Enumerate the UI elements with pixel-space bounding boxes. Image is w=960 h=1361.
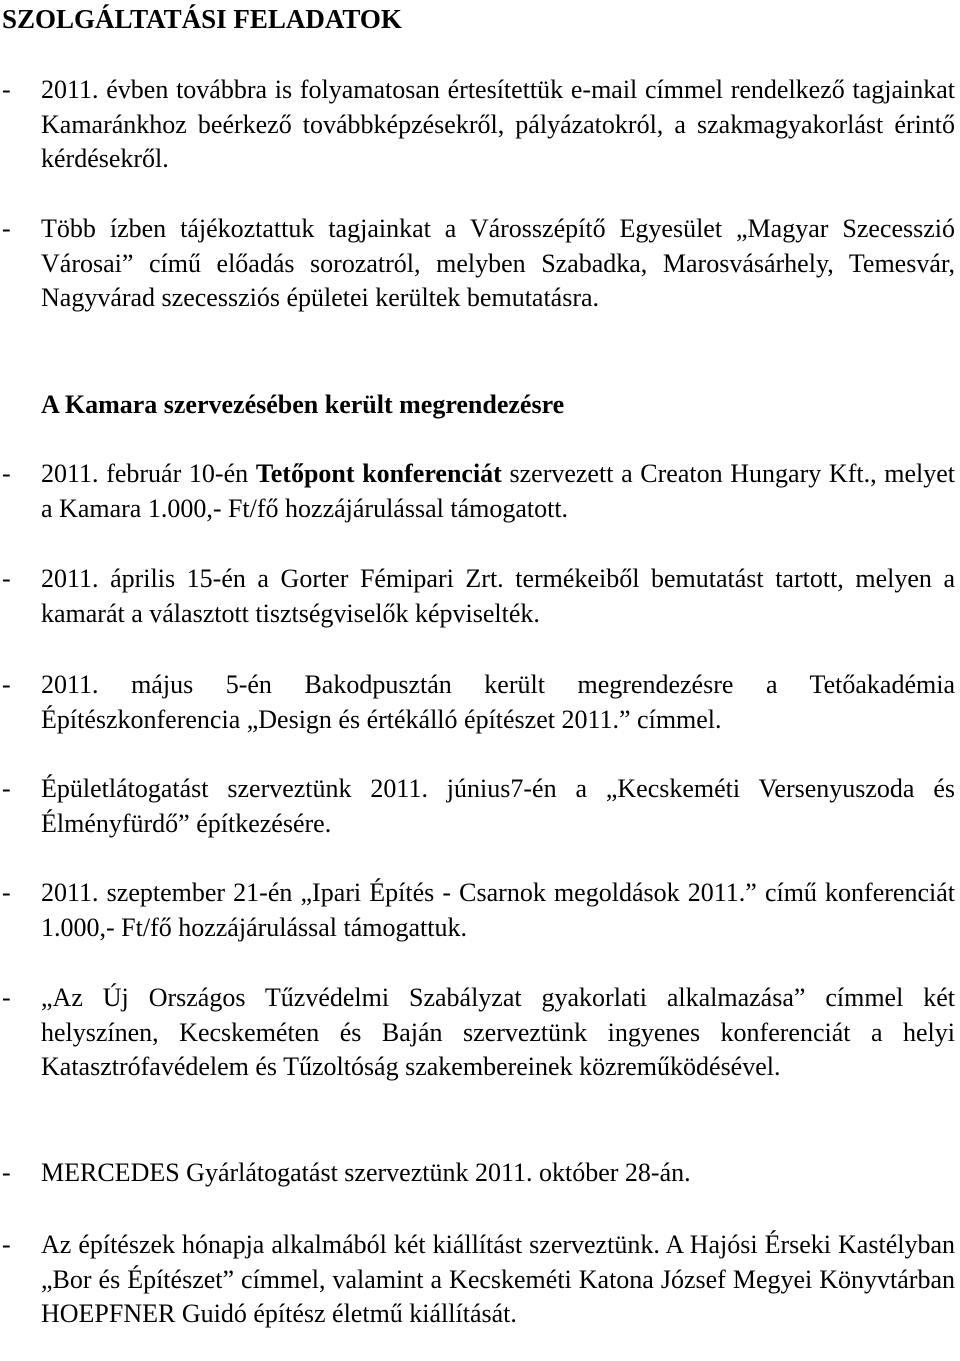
list-item-text: „Az Új Országos Tűzvédelmi Szabályzat gyakorlati alkalmazása” címmel két helyszínen, Kecskeméten és Baján szerveztünk ingyenes konferenciát a helyi Katasztrófavédelem és Tűzoltóság szakembereinek közreműködésével. [41, 983, 955, 1082]
list-item [0, 1156, 960, 1191]
section-heading: A Kamara szervezésében került megrendezésre [41, 390, 565, 419]
list-dash: - [2, 774, 11, 803]
list-item-text: Több ízben tájékoztattuk tagjainkat a Városszépítő Egyesület „Magyar Szecesszió Városai” című előadás sorozatról, melyben Szabadka, Marosvásárhely, Temesvár, Nagyvárad szecessziós épületei kerültek bemutatásra. [41, 214, 955, 313]
list-item [0, 668, 960, 737]
list-item [0, 981, 960, 1085]
item-text-before: 2011. február 10-én [41, 459, 256, 488]
list-item-text: Az építészek hónapja alkalmából két kiállítást szerveztünk. A Hajósi Érseki Kastélyban „Bor és Építészet” címmel, valamint a Kecskeméti Katona József Megyei Könyvtárban HOEPFNER Guidó építész életmű kiállítását. [41, 1230, 955, 1329]
list-item [0, 457, 960, 526]
list-dash: - [2, 1158, 11, 1187]
list-item [0, 876, 960, 945]
list-item-text [41, 457, 955, 526]
list-item-text: 2011. április 15-én a Gorter Fémipari Zrt. termékeiből bemutatást tartott, melyen a kamarát a választott tisztségviselők képviselték. [41, 564, 955, 628]
item-text-after: szervezett a Creaton Hungary Kft., melyet a Kamara 1.000,- Ft/fő hozzájárulással támogatott. [41, 459, 956, 523]
list-item-text: MERCEDES Gyárlátogatást szerveztünk 2011. október 28-án. [41, 1158, 691, 1187]
list-item-text: 2011. május 5-én Bakodpusztán került megrendezésre a Tetőakadémia Építészkonferencia „Design és értékálló építészet 2011.” címmel. [41, 670, 955, 734]
page-title: SZOLGÁLTATÁSI FELADATOK [2, 4, 402, 34]
list-dash: - [2, 1230, 11, 1259]
list-item-text: 2011. szeptember 21-én „Ipari Építés - Csarnok megoldások 2011.” című konferenciát 1.000,- Ft/fő hozzájárulással támogattuk. [41, 878, 955, 942]
list-dash: - [2, 75, 11, 104]
list-item [0, 562, 960, 631]
list-item-text: Épületlátogatást szerveztünk 2011. június7-én a „Kecskeméti Versenyuszoda és Élményfürdő” építkezésére. [41, 774, 955, 838]
list-dash: - [2, 670, 11, 699]
list-item-text: 2011. évben továbbra is folyamatosan értesítettük e-mail címmel rendelkező tagjainkat Kamaránkhoz beérkező továbbképzésekről, pályázatokról, a szakmagyakorlást érintő kérdésekről. [41, 75, 955, 174]
list-dash: - [2, 214, 11, 243]
list-item [0, 73, 960, 177]
list-dash: - [2, 878, 11, 907]
item-text-bold: Tetőpont konferenciát [255, 459, 502, 488]
list-item [0, 772, 960, 841]
list-item [0, 212, 960, 316]
list-dash: - [2, 564, 11, 593]
list-dash: - [2, 983, 11, 1012]
list-dash: - [2, 459, 11, 488]
list-item [0, 1228, 960, 1332]
